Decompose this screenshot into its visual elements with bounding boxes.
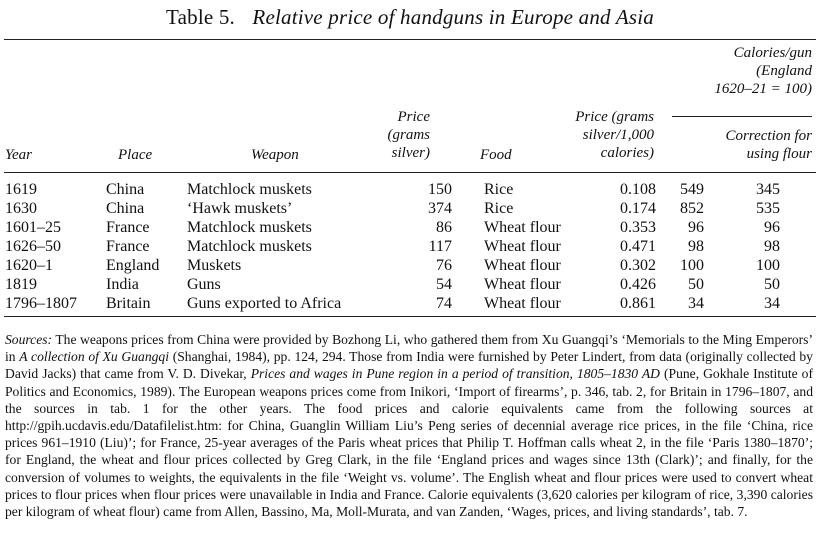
header-year: Year — [5, 147, 32, 163]
cell-calories-gun: 96 — [688, 219, 704, 236]
cell-correction: 100 — [756, 257, 780, 274]
cell-weapon: Guns — [187, 276, 221, 293]
cell-calories-gun: 100 — [680, 257, 704, 274]
cell-place: France — [106, 238, 150, 255]
cell-weapon: Matchlock muskets — [187, 238, 312, 255]
cell-weapon: Muskets — [187, 257, 242, 274]
cell-food: Wheat flour — [484, 295, 561, 312]
cell-price: 150 — [428, 181, 452, 198]
cell-price: 76 — [436, 257, 452, 274]
cell-weapon: ‘Hawk muskets’ — [187, 200, 293, 217]
header-rule — [4, 172, 816, 173]
sources-note — [5, 331, 813, 520]
table-row — [0, 180, 820, 199]
cell-price-calories: 0.861 — [620, 295, 656, 312]
cell-price: 74 — [436, 295, 452, 312]
cell-year: 1620–1 — [5, 257, 53, 274]
cell-place: England — [106, 257, 160, 274]
cell-food: Wheat flour — [484, 238, 561, 255]
cell-correction: 535 — [756, 200, 780, 217]
cell-year: 1626–50 — [5, 238, 61, 255]
cell-place: China — [106, 200, 145, 217]
cell-place: France — [106, 219, 150, 236]
table-row — [0, 237, 820, 256]
calories-subrule — [672, 116, 812, 117]
bottom-rule — [4, 316, 816, 317]
cell-price: 86 — [436, 219, 452, 236]
header-price-calories: Price (grams silver/1,000 calories) — [575, 109, 654, 161]
cell-correction: 345 — [756, 181, 780, 198]
header-weapon: Weapon — [251, 147, 299, 163]
table-body — [0, 180, 820, 313]
cell-calories-gun: 50 — [688, 276, 704, 293]
table-label: Table 5. — [166, 5, 235, 29]
cell-weapon: Matchlock muskets — [187, 181, 312, 198]
cell-place: China — [106, 181, 145, 198]
sources-text: The weapons prices from China were provided by Bozhong Li, who gathered them from Xu Guangqi’s ‘Memorials to the Ming Emperors’ in — [5, 332, 813, 365]
table-row — [0, 256, 820, 275]
cell-food: Wheat flour — [484, 257, 561, 274]
cell-calories-gun: 34 — [688, 295, 704, 312]
sources-book-title: A collection of Xu Guangqi — [19, 349, 170, 365]
cell-food: Rice — [484, 181, 514, 198]
table-row — [0, 275, 820, 294]
cell-food: Wheat flour — [484, 276, 561, 293]
cell-price: 374 — [428, 200, 452, 217]
sources-book-title: Prices and wages in Pune region in a period of transition, 1805–1830 AD — [250, 366, 660, 382]
sources-text: (Shanghai, 1984), pp. 124, 294. Those from India were furnished by Peter Lindert, from data (originally collected by David Jacks) that came from V. D. Divekar, — [5, 349, 813, 382]
cell-year: 1796–1807 — [5, 295, 77, 312]
top-rule — [4, 39, 816, 40]
cell-place: India — [106, 276, 139, 293]
cell-price-calories: 0.108 — [620, 181, 656, 198]
cell-price: 54 — [436, 276, 452, 293]
cell-place: Britain — [106, 295, 151, 312]
cell-correction: 50 — [764, 276, 780, 293]
header-calories-gun: Calories/gun (England 1620–21 = 100) — [714, 45, 812, 97]
table-row — [0, 218, 820, 237]
table-row — [0, 294, 820, 313]
header-price: Price (grams silver) — [387, 109, 430, 161]
cell-year: 1819 — [5, 276, 37, 293]
table-title — [0, 5, 820, 30]
cell-year: 1630 — [5, 200, 37, 217]
header-place: Place — [118, 147, 153, 163]
cell-price-calories: 0.302 — [620, 257, 656, 274]
cell-correction: 96 — [764, 219, 780, 236]
cell-calories-gun: 852 — [680, 200, 704, 217]
cell-price-calories: 0.471 — [620, 238, 656, 255]
cell-price-calories: 0.353 — [620, 219, 656, 236]
sources-text: (Pune, Gokhale Institute of Politics and Economics, 1989). The European weapons prices come from Inikori, ‘Import of firearms’, p. 346, tab. 2, for Britain in 1796–1807, and the sources in tab. 1 for the other years. The food prices and calorie equivalents came from the following sources at http://gpih.ucdavis.edu/Datafilelist.htm: for China, Guanglin William Liu’s Peng series of decennial average rice prices, in the file ‘China, rice prices 961–1910 (Liu)’; for France, 25-year averages of the Paris wheat prices that Philip T. Hoffman calls wheat 2, in the file ‘Paris 1380–1870’; for England, the wheat and flour prices collected by Greg Clark, in the file ‘England prices and wages since 13th (Clark)’; and finally, for the conversion of volumes to weights, the equivalents in the file ‘Weight vs. volume’. The English wheat and flour prices were used to convert wheat prices to flour prices when flour prices were unavailable in India and France. Calorie equivalents (3,620 calories per kilogram of rice, 3,390 calories per kilogram of wheat flour) came from Allen, Bassino, Ma, Moll-Murata, and van Zanden, ‘Wages, prices, and living standards’, tab. 7. — [5, 366, 813, 520]
cell-price-calories: 0.174 — [620, 200, 656, 217]
cell-year: 1619 — [5, 181, 37, 198]
cell-correction: 98 — [764, 238, 780, 255]
header-food: Food — [480, 147, 512, 163]
cell-calories-gun: 549 — [680, 181, 704, 198]
cell-price: 117 — [428, 238, 452, 255]
cell-weapon: Guns exported to Africa — [187, 295, 342, 312]
cell-year: 1601–25 — [5, 219, 61, 236]
sources-label: Sources: — [5, 332, 53, 347]
cell-food: Wheat flour — [484, 219, 561, 236]
cell-price-calories: 0.426 — [620, 276, 656, 293]
table-caption: Relative price of handguns in Europe and Asia — [252, 5, 654, 29]
table-row — [0, 199, 820, 218]
cell-calories-gun: 98 — [688, 238, 704, 255]
header-correction: Correction for using flour — [725, 128, 812, 162]
cell-food: Rice — [484, 200, 514, 217]
cell-correction: 34 — [764, 295, 780, 312]
cell-weapon: Matchlock muskets — [187, 219, 312, 236]
